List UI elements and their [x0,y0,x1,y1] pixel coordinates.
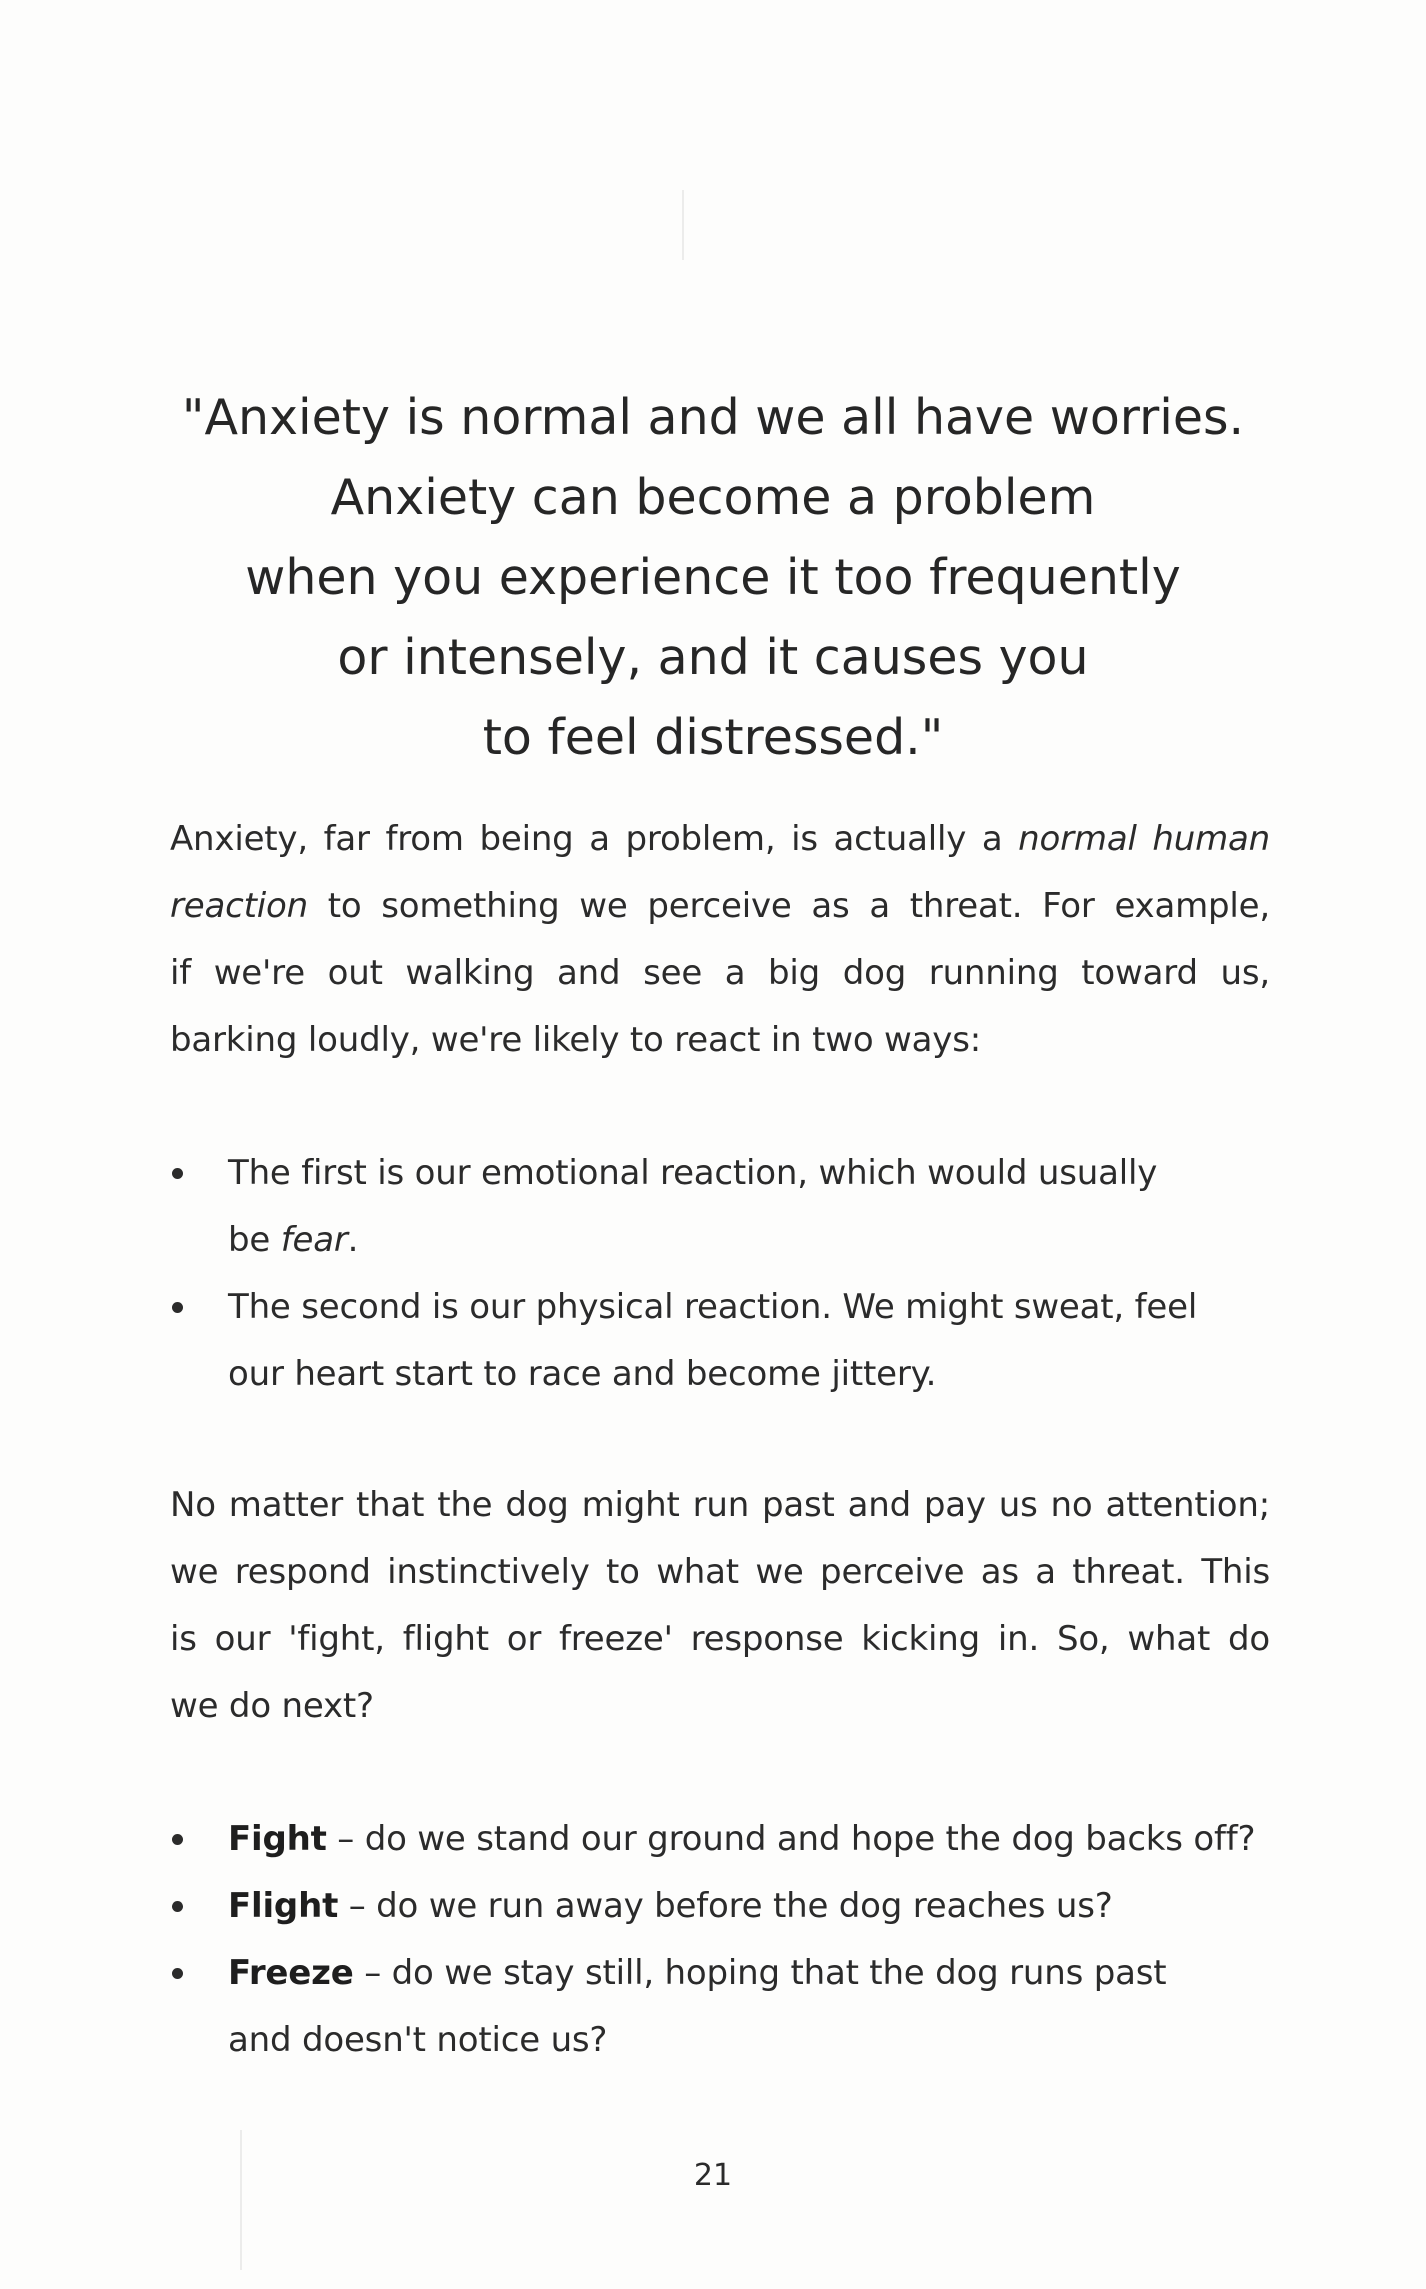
paragraph-line: barking loudly, we're likely to react in two ways: [170,1020,981,1060]
paragraph-text: to something we perceive as a threat. For example, [307,886,1270,926]
term-fight: Fight [228,1819,327,1859]
emphasis-text: fear [280,1220,348,1260]
pull-quote [160,378,1266,778]
list-text: be [228,1220,281,1260]
list-item [170,1140,1270,1274]
list-line [228,1806,1270,1873]
quote-line: or intensely, and it causes you [337,629,1089,686]
scan-artifact [682,190,684,260]
scan-artifact [240,2130,242,2270]
emphasis-text: normal human [1018,819,1270,859]
bullet-icon [172,1302,183,1313]
paragraph-line [170,806,1270,873]
list-line: The second is our physical reaction. We might sweat, feel [228,1287,1198,1327]
response-paragraph [170,1472,1270,1740]
intro-paragraph [170,806,1270,1074]
quote-line: to feel distressed." [482,709,944,766]
term-freeze: Freeze [228,1953,354,1993]
bullet-icon [172,1834,183,1845]
quote-line: "Anxiety is normal and we all have worries. [181,389,1245,446]
list-item [170,1873,1270,1940]
paragraph-line: is our 'fight, flight or freeze' response kicking in. So, what do [170,1619,1270,1659]
bullet-icon [172,1968,183,1979]
reactions-list [170,1140,1270,1408]
list-line [228,1940,1270,2007]
list-text: – do we run away before the dog reaches us? [338,1886,1113,1926]
bullet-icon [172,1168,183,1179]
page-number: 21 [693,2158,733,2193]
quote-line: Anxiety can become a problem [330,469,1096,526]
list-line [228,1207,1270,1274]
list-line: The first is our emotional reaction, which would usually [228,1153,1158,1193]
responses-list [170,1806,1270,2074]
list-text: – do we stand our ground and hope the dog backs off? [326,1819,1256,1859]
paragraph-line: if we're out walking and see a big dog running toward us, [170,953,1270,993]
list-text: . [347,1220,359,1260]
quote-line: when you experience it too frequently [245,549,1181,606]
term-flight: Flight [228,1886,339,1926]
paragraph-line: we do next? [170,1686,374,1726]
list-line: our heart start to race and become jittery. [228,1354,937,1394]
emphasis-text: reaction [170,886,308,926]
list-line [228,1873,1270,1940]
paragraph-line: we respond instinctively to what we perceive as a threat. This [170,1552,1270,1592]
paragraph-line [170,873,1270,940]
paragraph-line: No matter that the dog might run past and pay us no attention; [170,1485,1270,1525]
paragraph-text: Anxiety, far from being a problem, is actually a [170,819,1019,859]
bullet-icon [172,1901,183,1912]
list-text: – do we stay still, hoping that the dog runs past [353,1953,1167,1993]
list-item [170,1274,1270,1408]
list-item [170,1806,1270,1873]
list-line: and doesn't notice us? [228,2020,608,2060]
list-item [170,1940,1270,2074]
